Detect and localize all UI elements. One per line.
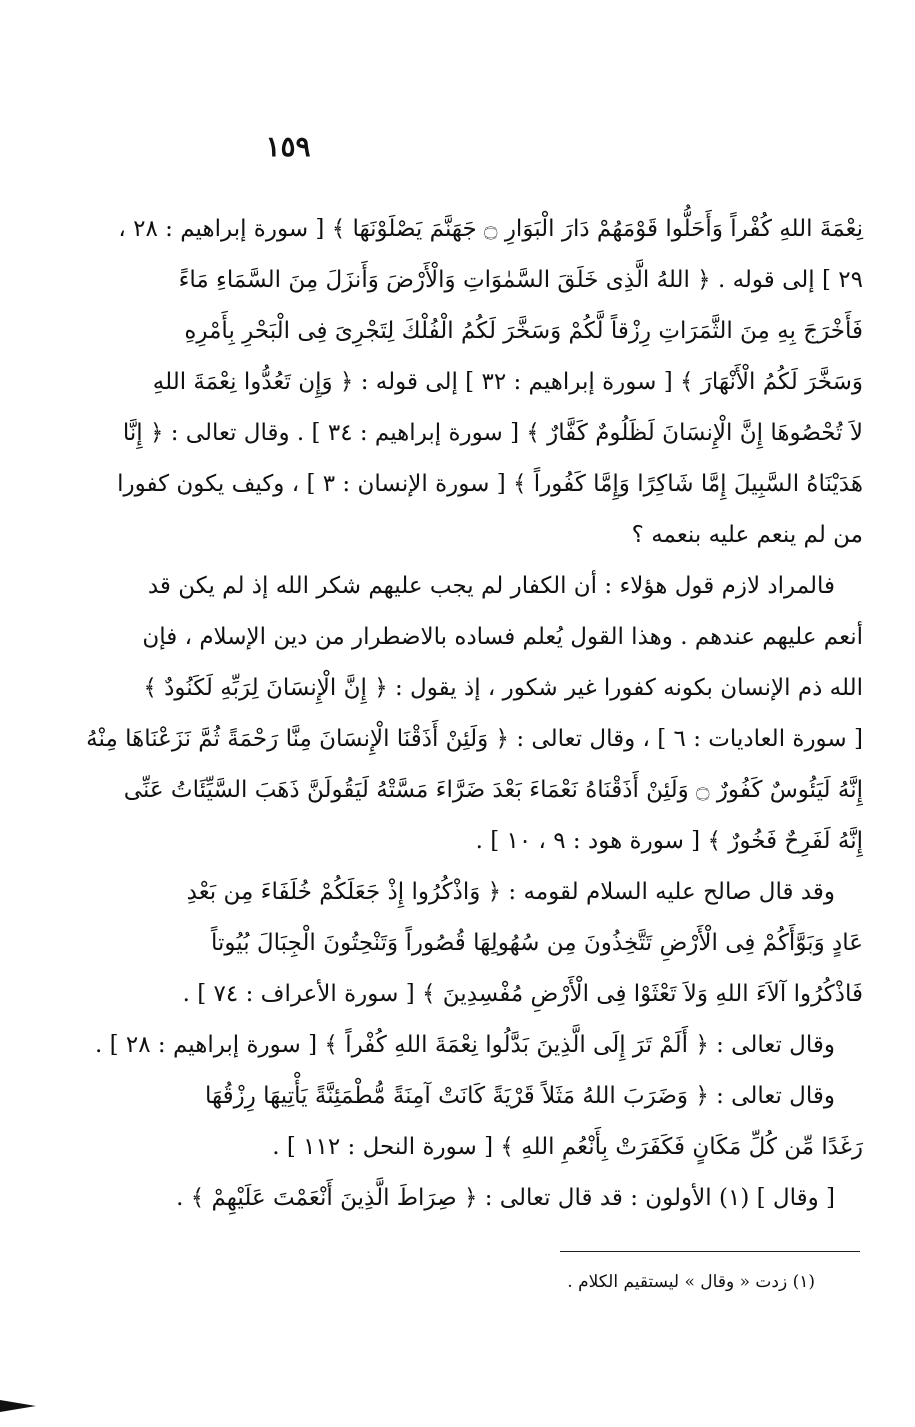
text-line: فَاذْكُرُوا آلاَءَ اللهِ وَلاَ تَعْثَوْا فِى الْأَرْضِ مُفْسِدِينَ ﴾ [ سورة الأعراف : ٧٤ ] .: [182, 981, 863, 1007]
text-line: نِعْمَةَ اللهِ كُفْراً وَأَحَلُّوا قَوْمَهُمْ دَارَ الْبَوَارِ ۝ جَهَنَّمَ يَصْلَوْنَهَا ﴾ [ سورة إبراهيم : ٢٨ ،: [118, 216, 863, 242]
text-line: ٢٩ ] إلى قوله . ﴿ اللهُ الَّذِى خَلَقَ السَّمٰوَاتِ وَالْأَرْضَ وَأَنزَلَ مِنَ السَّمَاءِ مَاءً: [178, 267, 863, 293]
text-line: هَدَيْنَاهُ السَّبِيلَ إِمَّا شَاكِرًا وَإِمَّا كَفُوراً ﴾ [ سورة الإنسان : ٣ ] ، وكيف يكون كفورا: [117, 471, 863, 497]
text-line: لاَ تُحْصُوهَا إِنَّ الْإِنسَانَ لَظَلُومٌ كَفَّارٌ ﴾ [ سورة إبراهيم : ٣٤ ] . وقال تعالى : ﴿ إِنَّا: [122, 420, 863, 446]
footnote-divider: [560, 1251, 860, 1252]
text-line: إِنَّهُ لَفَرِحٌ فَخُورٌ ﴾ [ سورة هود : ٩ ، ١٠ ] .: [475, 828, 863, 854]
text-line: من لم ينعم عليه بنعمه ؟: [631, 522, 863, 548]
text-line: فَأَخْرَجَ بِهِ مِنَ الثَّمَرَاتِ رِزْقاً لَّكُمْ وَسَخَّرَ لَكُمُ الْفُلْكَ لِتَجْرِىَ فِى الْبَحْرِ بِأَمْرِهِ: [184, 318, 863, 344]
text-line: فالمراد لازم قول هؤلاء : أن الكفار لم يجب عليهم شكر الله إذ لم يكن قد: [147, 573, 835, 599]
page-corner-marker-icon: [0, 1400, 36, 1412]
main-text: [86, 204, 863, 1224]
page-number: ١٥٩: [265, 130, 311, 163]
text-line: الله ذم الإنسان بكونه كفورا غير شكور ، إذ يقول : ﴿ إِنَّ الْإِنسَانَ لِرَبِّهِ لَكَنُودٌ ﴾: [143, 675, 863, 701]
text-line: أنعم عليهم عندهم . وهذا القول يُعلم فساده بالاضطرار من دين الإسلام ، فإن: [142, 624, 863, 650]
text-line: وقال تعالى : ﴿ وَضَرَبَ اللهُ مَثَلاً قَرْيَةً كَانَتْ آمِنَةً مُّطْمَئِنَّةً يَأْتِيهَا رِزْقُهَا: [205, 1083, 835, 1109]
text-line: رَغَدًا مِّن كُلِّ مَكَانٍ فَكَفَرَتْ بِأَنْعُمِ اللهِ ﴾ [ سورة النحل : ١١٢ ] .: [272, 1134, 863, 1160]
text-line: إِنَّهُ لَيَئُوسٌ كَفُورٌ ۝ وَلَئِنْ أَذَقْنَاهُ نَعْمَاءَ بَعْدَ ضَرَّاءَ مَسَّتْهُ لَيَقُولَنَّ ذَهَبَ السَّيِّئَاتُ عَنِّى: [123, 777, 863, 803]
text-line: [ سورة العاديات : ٦ ] ، وقال تعالى : ﴿ وَلَئِنْ أَذَقْنَا الْإِنسَانَ مِنَّا رَحْمَةً ثُمَّ نَزَعْنَاهَا مِنْهُ: [86, 726, 863, 752]
text-line: وقال تعالى : ﴿ أَلَمْ تَرَ إِلَى الَّذِينَ بَدَّلُوا نِعْمَةَ اللهِ كُفْراً ﴾ [ سورة إبراهيم : ٢٨ ] .: [94, 1032, 835, 1058]
text-line: وقد قال صالح عليه السلام لقومه : ﴿ وَاذْكُرُوا إِذْ جَعَلَكُمْ خُلَفَاءَ مِن بَعْدِ: [186, 879, 835, 905]
text-line: عَادٍ وَبَوَّأَكُمْ فِى الْأَرْضِ تَتَّخِذُونَ مِن سُهُولِهَا قُصُوراً وَتَنْحِتُونَ الْجِبَالَ بُيُوتاً: [210, 930, 863, 956]
text-line: وَسَخَّرَ لَكُمُ الْأَنْهَارَ ﴾ [ سورة إبراهيم : ٣٢ ] إلى قوله : ﴿ وَإِن تَعُدُّوا نِعْمَةَ اللهِ: [152, 369, 863, 395]
text-line: [ وقال ] (١) الأولون : قد قال تعالى : ﴿ صِرَاطَ الَّذِينَ أَنْعَمْتَ عَلَيْهِمْ ﴾ .: [176, 1185, 835, 1211]
footnote: (١) زدت « وقال » ليستقيم الكلام .: [567, 1272, 815, 1292]
